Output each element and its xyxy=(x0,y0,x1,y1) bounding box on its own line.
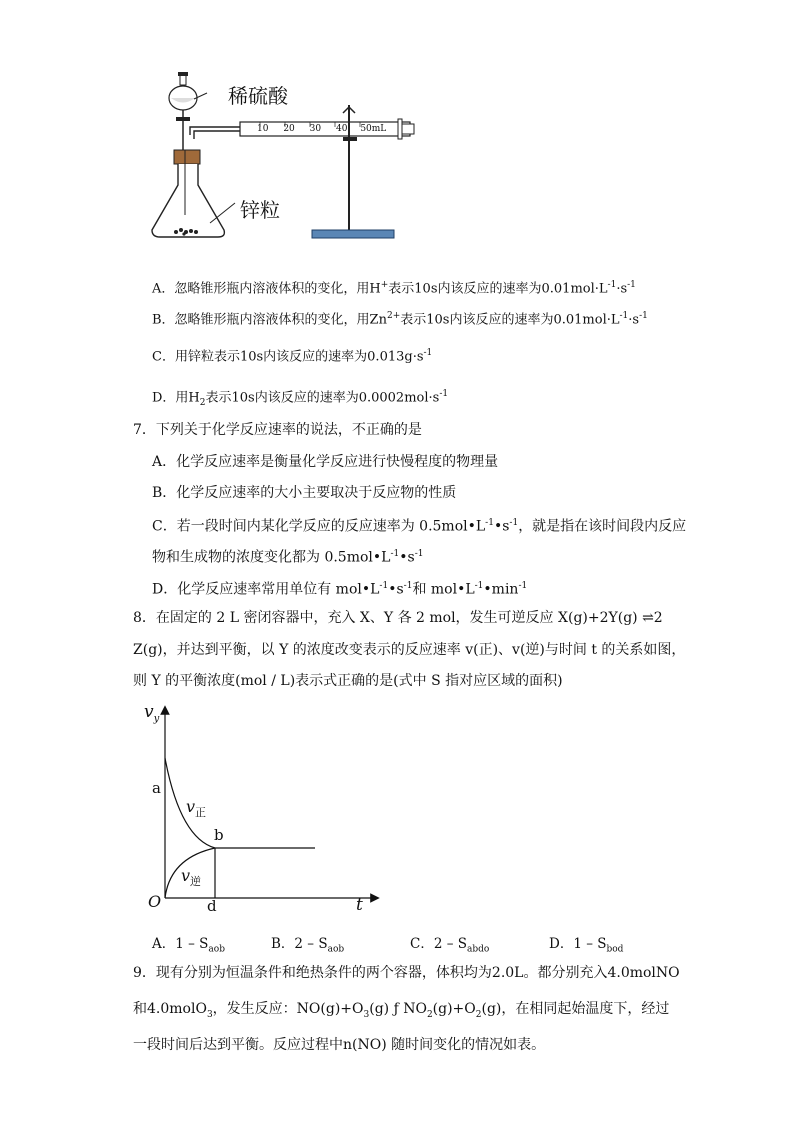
q9-stem-line3: 一段时间后达到平衡。反应过程中n(NO) 随时间变化的情况如表。 xyxy=(133,1037,546,1053)
tick-30: 30 xyxy=(309,124,322,134)
tick-50ml: 50mL xyxy=(360,124,387,134)
q8-stem-line1: 8．在固定的 2 L 密闭容器中，充入 X、Y 各 2 mol，发生可逆反应 X(g)+2Y(g) ⇌2 xyxy=(133,610,663,626)
q9-stem-line2: 和4.0molO$_3$，发生反应：$NO(g)+O_3(g)$ ƒ $NO_2(g)+O_2(g)$，在相同起始温度下，经过 xyxy=(133,1001,670,1020)
q6-option-b: B．忽略锥形瓶内溶液体积的变化，用$Zn^{2+}$表示10s内该反应的速率为$0.01mol\cdot L^{-1}\cdot s^{-1}$ xyxy=(152,311,648,328)
q7-option-b: B．化学反应速率的大小主要取决于反应物的性质 xyxy=(152,485,457,501)
q7-option-a: A．化学反应速率是衡量化学反应进行快慢程度的物理量 xyxy=(152,454,499,470)
label-zinc-grains: 锌粒 xyxy=(240,198,280,222)
tick-40: 40 xyxy=(335,124,348,134)
q7-option-d: D．化学反应速率常用单位有 $mol•L^{-1}•s^{-1}$和 $mol•L^{-1}•\min^{-1}$ xyxy=(152,581,528,598)
q8-option-a: A．$1 - S_{aob}$ xyxy=(152,936,225,955)
q8-option-b: B．$2 - S_{aob}$ xyxy=(271,936,345,955)
q8-option-d: D．$1 - S_{bod}$ xyxy=(549,936,624,955)
q6-option-d: D．用$H_2$表示10s内该反应的速率为$0.0002mol\cdot s^{-1}$ xyxy=(152,389,449,408)
graph-forward-label: $v_正$ xyxy=(186,797,207,820)
tick-10: 10 xyxy=(257,124,269,134)
q8-option-c: C．$2 - S_{abdo}$ xyxy=(410,936,490,955)
graph-reverse-label: $v_逆$ xyxy=(181,866,202,889)
q7-option-c-line2: 物和生成物的浓度变化都为 $0.5mol•L^{-1}•s^{-1}$ xyxy=(152,549,424,566)
q7-stem: 7．下列关于化学反应速率的说法，不正确的是 xyxy=(133,422,422,438)
graph-origin: O xyxy=(148,892,162,911)
q8-stem-line2: Z(g)，并达到平衡，以 Y 的浓度改变表示的反应速率 v(正)、v(逆)与时间 t 的关系如图， xyxy=(133,642,686,658)
tick-20: 20 xyxy=(283,124,295,134)
graph-x-label: t xyxy=(356,895,363,915)
graph-point-a: a xyxy=(152,779,161,797)
graph-y-label: $v_y$ xyxy=(144,702,160,725)
q7-option-c-line1: C．若一段时间内某化学反应的反应速率为 $0.5mol•L^{-1}•s^{-1}$，就是指在该时间段内反应 xyxy=(152,518,687,535)
label-dilute-sulfuric-acid: 稀硫酸 xyxy=(228,84,288,108)
q9-stem-line1: 9．现有分别为恒温条件和绝热条件的两个容器，体积均为2.0L。都分别充入4.0molNO xyxy=(133,965,680,981)
q6-option-c: C．用锌粒表示10s内该反应的速率为$0.013g\cdot s^{-1}$ xyxy=(152,348,433,365)
graph-point-b: b xyxy=(214,826,224,844)
syringe-scale xyxy=(257,124,386,134)
graph-point-d: d xyxy=(207,897,217,915)
q6-option-a: A．忽略锥形瓶内溶液体积的变化，用H+表示10s内该反应的速率为$0.01mol\cdot L^{-1}\cdot s^{-1}$ xyxy=(152,280,636,297)
rate-time-graph xyxy=(140,698,380,923)
q8-stem-line3: 则 Y 的平衡浓度(mol / L)表示式正确的是(式中 S 指对应区域的面积) xyxy=(133,673,563,689)
